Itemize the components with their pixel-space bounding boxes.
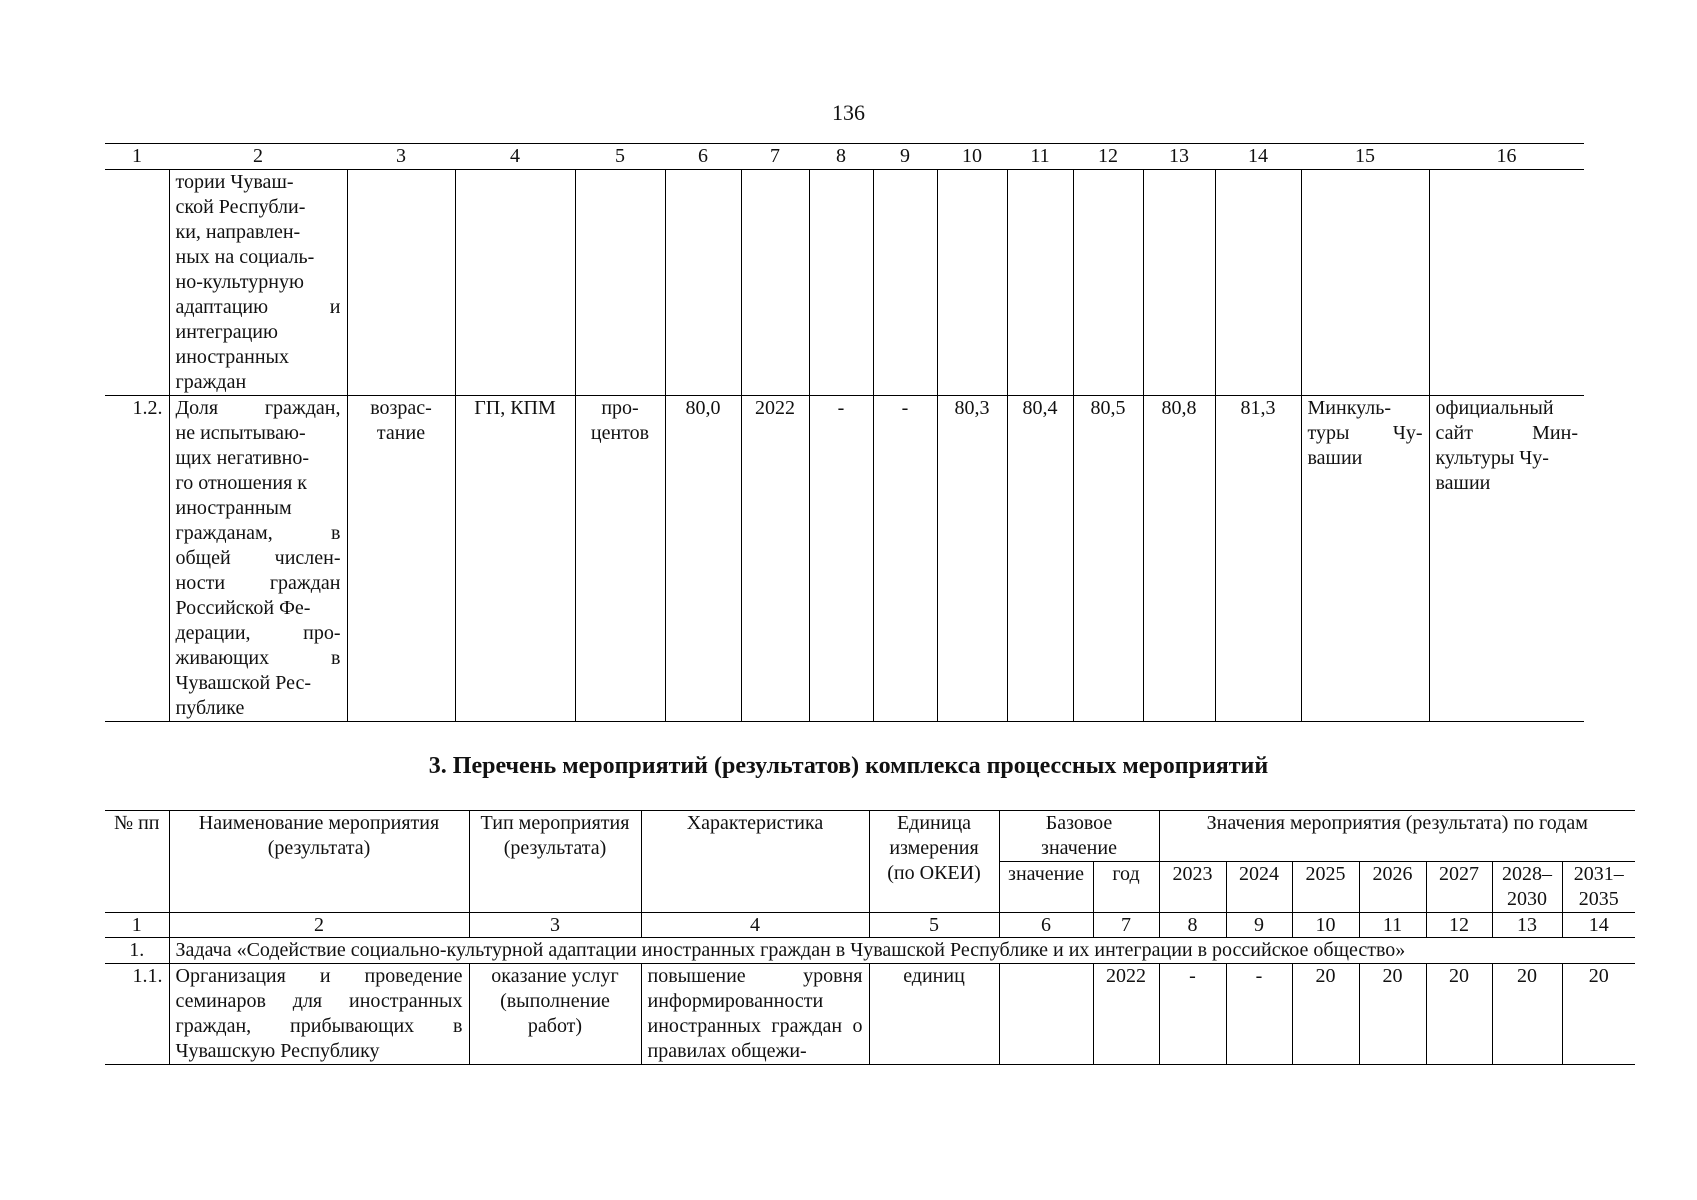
col-num-12: 12 [1073,144,1143,170]
base-value: 80,0 [665,396,741,722]
section-title: 3. Перечень мероприятий (результатов) комплекса процессных мероприятий [428,753,1269,779]
task-text: Задача «Содействие социально-культурной адаптации иностранных граждан в Чувашской Республике и их интеграции в российское общество» [169,938,1635,964]
header-type: Тип мероприятия (результата) [469,811,641,913]
column-number-row [105,144,1584,170]
table-row-continuation [105,170,1584,396]
header-year-2025: 2025 [1292,862,1359,913]
header-num: № пп [105,811,169,913]
indicator-level: ГП, КПМ [455,396,575,722]
value-2025: 20 [1292,964,1359,1065]
column-number-row [105,913,1635,938]
col-num-6: 6 [999,913,1093,938]
header-year-2023: 2023 [1159,862,1226,913]
header-characteristic: Характеристика [641,811,869,913]
header-values-by-year: Значения мероприятия (результата) по годам [1159,811,1635,862]
col-num-4: 4 [455,144,575,170]
col-num-10: 10 [1292,913,1359,938]
activity-unit: единиц [869,964,999,1065]
col-num-15: 15 [1301,144,1429,170]
row-number: 1.1. [105,964,169,1065]
col-num-9: 9 [1226,913,1292,938]
base-year: 2022 [741,396,809,722]
activity-type: оказание услуг (выполнение работ) [469,964,641,1065]
header-year-2024: 2024 [1226,862,1292,913]
col-num-2: 2 [169,144,347,170]
header-row [105,811,1635,862]
header-base-value: значение [999,862,1093,913]
col-num-2: 2 [169,913,469,938]
col-num-3: 3 [347,144,455,170]
activity-characteristic: повышение уровня информированности иностранных граждан о правилах общежи- [641,964,869,1065]
value-col-10: 80,3 [937,396,1007,722]
value-2026: 20 [1359,964,1426,1065]
indicator-name: Доля граждан, не испытываю- щих негативно- го отношения к иностранным гражданам, в общей числен- ности граждан Российской Фе- дерации, про- живающих в Чувашской Рес- публике [169,396,347,722]
indicator-unit: про- центов [575,396,665,722]
header-year-2026: 2026 [1359,862,1426,913]
activity-name: Организация и проведение семинаров для иностранных граждан, прибывающих в Чувашскую Республику [169,964,469,1065]
value-col-14: 81,3 [1215,396,1301,722]
base-year: 2022 [1093,964,1159,1065]
col-num-1: 1 [105,144,169,170]
header-base: Базовое значение [999,811,1159,862]
col-num-6: 6 [665,144,741,170]
value-2027: 20 [1426,964,1492,1065]
info-system: официальный сайт Мин- культуры Чу- вашии [1429,396,1584,722]
header-year-2027: 2027 [1426,862,1492,913]
col-num-5: 5 [575,144,665,170]
col-num-3: 3 [469,913,641,938]
col-num-13: 13 [1143,144,1215,170]
indicator-type: возрас- тание [347,396,455,722]
col-num-4: 4 [641,913,869,938]
col-num-7: 7 [1093,913,1159,938]
responsible: Минкуль- туры Чу- вашии [1301,396,1429,722]
col-num-14: 14 [1215,144,1301,170]
value-2031-2035: 20 [1562,964,1635,1065]
header-year-2028-2030: 2028–2030 [1492,862,1562,913]
value-2024: - [1226,964,1292,1065]
col-num-8: 8 [809,144,873,170]
value-col-12: 80,5 [1073,396,1143,722]
task-number: 1. [105,938,169,964]
col-num-8: 8 [1159,913,1226,938]
value-col-13: 80,8 [1143,396,1215,722]
activities-table [105,810,1635,1065]
value-col-11: 80,4 [1007,396,1073,722]
header-name: Наименование мероприятия (результата) [169,811,469,913]
header-year-2031-2035: 2031–2035 [1562,862,1635,913]
col-num-5: 5 [869,913,999,938]
base-value [999,964,1093,1065]
col-num-1: 1 [105,913,169,938]
continuation-text: тории Чуваш- ской Республи- ки, направлен- ных на социаль- но-культурную адаптацию и интеграцию иностранных граждан [169,170,347,396]
table-row [105,964,1635,1065]
col-num-11: 11 [1007,144,1073,170]
header-unit: Единица измерения (по ОКЕИ) [869,811,999,913]
header-base-year: год [1093,862,1159,913]
col-num-9: 9 [873,144,937,170]
col-num-11: 11 [1359,913,1426,938]
col-num-13: 13 [1492,913,1562,938]
value-2028-2030: 20 [1492,964,1562,1065]
value-2023: - [1159,964,1226,1065]
col-num-14: 14 [1562,913,1635,938]
col-num-10: 10 [937,144,1007,170]
col-num-7: 7 [741,144,809,170]
task-row [105,938,1635,964]
page-number: 136 [832,100,865,125]
col-num-12: 12 [1426,913,1492,938]
value-col-9: - [873,396,937,722]
table-row [105,396,1584,722]
col-num-16: 16 [1429,144,1584,170]
value-col-8: - [809,396,873,722]
row-number: 1.2. [105,396,169,722]
indicators-table [105,143,1584,722]
